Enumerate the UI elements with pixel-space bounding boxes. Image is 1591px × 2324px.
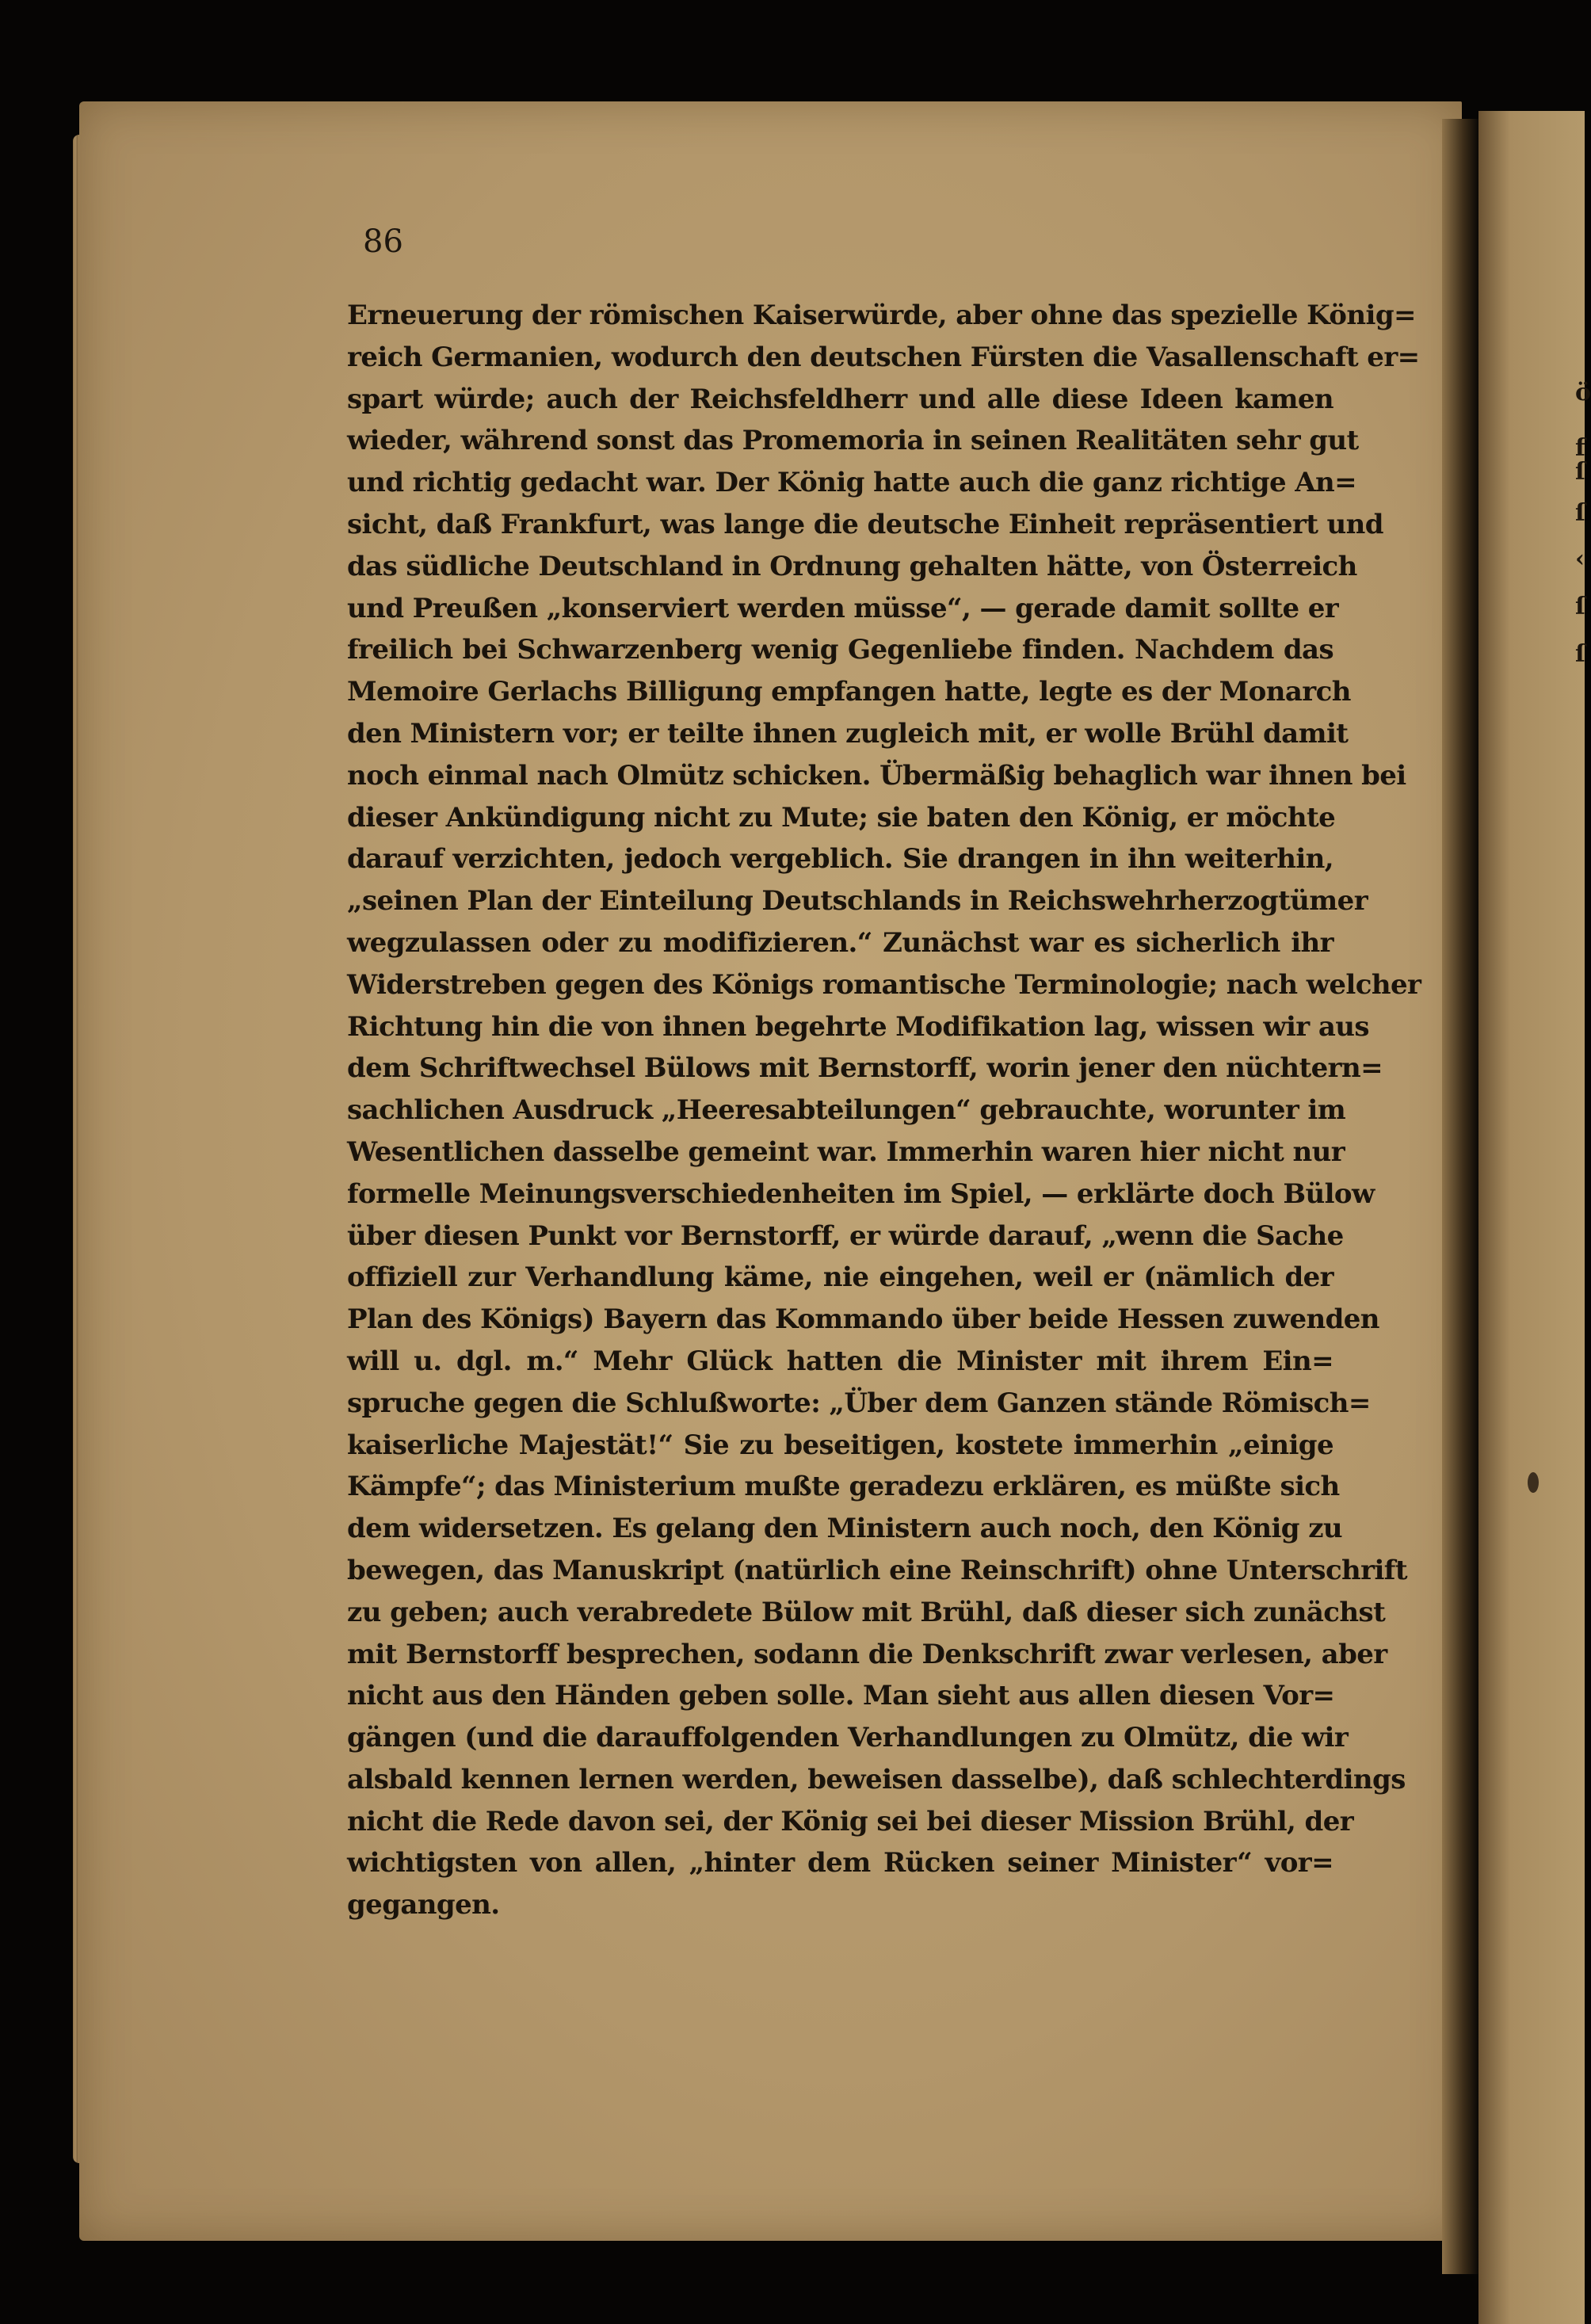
body-text: [347, 295, 1421, 1926]
text-line: den Ministern vor; er teilte ihnen zugleich mit, er wolle Brühl damit: [347, 717, 1349, 750]
paper-stain: [1528, 1472, 1539, 1493]
text-line: das südliche Deutschland in Ordnung gehalten hätte, von Österreich: [347, 550, 1357, 582]
text-line: gängen (und die darauffolgenden Verhandlungen zu Olmütz, die wir: [347, 1722, 1349, 1754]
text-line: nicht aus den Händen geben solle. Man sieht aus allen diesen Vor=: [347, 1680, 1335, 1712]
text-line: nicht die Rede davon sei, der König sei bei dieser Mission Brühl, der: [347, 1805, 1354, 1837]
text-line: Erneuerung der römischen Kaiserwürde, aber ohne das spezielle König=: [347, 300, 1416, 331]
text-line: und Preußen „konserviert werden müsse“, — gerade damit sollte er: [347, 592, 1339, 624]
text-line: spruche gegen die Schlußworte: „Über dem Ganzen stände Römisch=: [347, 1387, 1371, 1419]
text-line: mit Bernstorff besprechen, sodann die Denkschrift zwar verlesen, aber: [347, 1638, 1387, 1670]
facing-page-glyph: ſ: [1575, 640, 1585, 668]
text-line: freilich bei Schwarzenberg wenig Gegenliebe finden. Nachdem das: [347, 634, 1333, 666]
text-line: darauf verzichten, jedoch vergeblich. Sie drangen in ihn weiterhin,: [347, 843, 1333, 876]
text-line: will u. dgl. m.“ Mehr Glück hatten die Minister mit ihrem Ein=: [347, 1345, 1333, 1377]
text-line: bewegen, das Manuskript (natürlich eine Reinschrift) ohne Unterschrift: [347, 1554, 1407, 1586]
facing-page-glyph: f: [1575, 434, 1585, 462]
text-line: und richtig gedacht war. Der König hatte auch die ganz richtige An=: [347, 467, 1357, 499]
text-line: Richtung hin die von ihnen begehrte Modifikation lag, wissen wir aus: [347, 1010, 1369, 1043]
facing-page-glyph: ſ: [1575, 458, 1585, 486]
facing-page: [1478, 111, 1591, 2324]
text-line: dieser Ankündigung nicht zu Mute; sie baten den König, er möchte: [347, 801, 1336, 834]
text-line: reich Germanien, wodurch den deutschen Fürsten die Vasallenschaft er=: [347, 341, 1420, 373]
facing-page-glyph: ſ: [1575, 593, 1585, 620]
text-line: Wesentlichen dasselbe gemeint war. Immerhin waren hier nicht nur: [347, 1135, 1345, 1168]
text-line: Widerstreben gegen des Königs romantische Terminologie; nach welcher: [347, 968, 1421, 1001]
text-line: noch einmal nach Olmütz schicken. Übermäßig behaglich war ihnen bei: [347, 759, 1406, 792]
text-line: über diesen Punkt vor Bernstorff, er würde darauf, „wenn die Sache: [347, 1219, 1344, 1252]
facing-page-glyph: ſ: [1575, 499, 1585, 527]
text-line: alsbald kennen lernen werden, beweisen dasselbe), daß schlechterdings: [347, 1763, 1406, 1795]
text-line: offiziell zur Verhandlung käme, nie eingehen, weil er (nämlich der: [347, 1261, 1333, 1294]
text-line: wegzulassen oder zu modifizieren.“ Zunächst war es sicherlich ihr: [347, 926, 1333, 959]
text-line: gegangen.: [347, 1889, 500, 1921]
text-line: kaiserliche Majestät!“ Sie zu beseitigen, kostete immerhin „einige: [347, 1429, 1333, 1461]
book-gutter: [1442, 119, 1478, 2274]
text-line: Kämpfe“; das Ministerium mußte geradezu erklären, es müßte sich: [347, 1471, 1340, 1503]
text-line: „seinen Plan der Einteilung Deutschlands in Reichswehrherzogtümer: [347, 885, 1368, 918]
text-line: wieder, während sonst das Promemoria in seinen Realitäten sehr gut: [347, 425, 1359, 457]
text-line: Plan des Königs) Bayern das Kommando über beide Hessen zuwenden: [347, 1303, 1379, 1336]
text-line: sachlichen Ausdruck „Heeresabteilungen“ gebrauchte, worunter im: [347, 1094, 1346, 1127]
text-line: dem widersetzen. Es gelang den Ministern auch noch, den König zu: [347, 1513, 1343, 1545]
page-number: 86: [363, 223, 403, 260]
text-line: zu geben; auch verabredete Bülow mit Brühl, daß dieser sich zunächst: [347, 1596, 1386, 1628]
text-line: spart würde; auch der Reichsfeldherr und alle diese Ideen kamen: [347, 383, 1333, 415]
facing-page-glyph: ö: [1575, 379, 1591, 406]
text-line: formelle Meinungsverschiedenheiten im Spiel, — erklärte doch Bülow: [347, 1177, 1375, 1210]
text-line: sicht, daß Frankfurt, was lange die deutsche Einheit repräsentiert und: [347, 508, 1383, 540]
text-line: wichtigsten von allen, „hinter dem Rücken seiner Minister“ vor=: [347, 1847, 1333, 1879]
text-line: Memoire Gerlachs Billigung empfangen hatte, legte es der Monarch: [347, 676, 1351, 708]
facing-page-glyph: ‹: [1575, 545, 1585, 573]
text-line: dem Schriftwechsel Bülows mit Bernstorff, worin jener den nüchtern=: [347, 1052, 1383, 1085]
